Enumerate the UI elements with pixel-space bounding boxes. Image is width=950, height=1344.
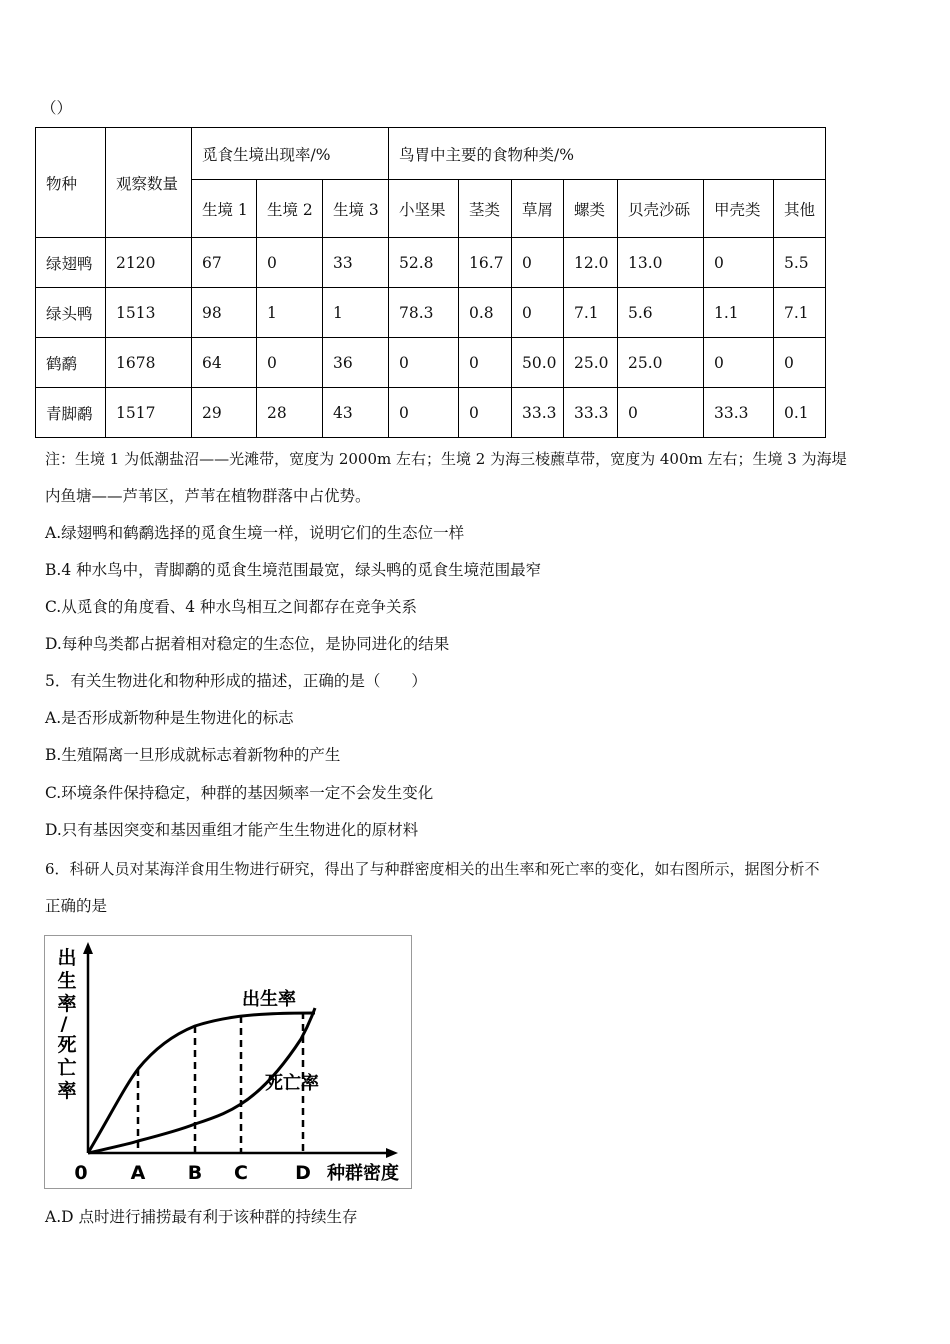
y-label-char: 率: [57, 1080, 77, 1102]
y-axis-arrow: [83, 942, 93, 954]
table-cell: 0: [512, 238, 564, 288]
table-cell: 43: [323, 388, 389, 438]
table-cell: 7.1: [774, 288, 826, 338]
top-paren: （）: [41, 99, 73, 117]
x-axis-label: 种群密度: [327, 1163, 399, 1184]
table-cell: 1517: [106, 388, 192, 438]
table-cell: 33.3: [512, 388, 564, 438]
subheader: 草屑: [512, 180, 564, 238]
bird-data-table: [35, 127, 826, 438]
table-cell: 0: [389, 338, 459, 388]
table-cell: 2120: [106, 238, 192, 288]
table-cell: 青脚鹬: [36, 388, 106, 438]
table-cell: 0.1: [774, 388, 826, 438]
q5-option-d: D.只有基因突变和基因重组才能产生生物进化的原材料: [45, 821, 419, 839]
subheader: 生境 3: [323, 180, 389, 238]
subheader: 其他: [774, 180, 826, 238]
table-cell: 1: [257, 288, 323, 338]
table-cell: 78.3: [389, 288, 459, 338]
table-cell: 0: [618, 388, 704, 438]
table-row: [36, 338, 826, 388]
table-cell: 29: [192, 388, 257, 438]
table-cell: 0: [459, 338, 512, 388]
q6-stem-continued: 正确的是: [45, 897, 108, 915]
table-cell: 绿翅鸭: [36, 238, 106, 288]
q4-option-d: D.每种鸟类都占据着相对稳定的生态位，是协同进化的结果: [45, 635, 450, 653]
birth-death-rate-diagram: [45, 936, 411, 1188]
table-note-line: 注：生境 1 为低潮盐沼——光滩带，宽度为 2000m 左右；生境 2 为海三棱藨草带，宽度为 400m 左右；生境 3 为海堤: [45, 450, 847, 468]
subheader: 生境 2: [257, 180, 323, 238]
x-tick-a: A: [130, 1162, 146, 1184]
table-note-line: 内鱼塘——芦苇区，芦苇在植物群落中占优势。: [45, 487, 371, 505]
y-label-char: 亡: [57, 1057, 77, 1079]
q5-option-c: C.环境条件保持稳定，种群的基因频率一定不会发生变化: [45, 784, 434, 802]
table-cell: 0: [389, 388, 459, 438]
x-axis-arrow: [386, 1148, 398, 1158]
y-label-char: 率: [57, 993, 77, 1015]
header-habitat-group: 觅食生境出现率/%: [192, 128, 389, 180]
q4-option-a: A.绿翅鸭和鹤鹬选择的觅食生境一样，说明它们的生态位一样: [45, 524, 465, 542]
table-cell: 0: [704, 338, 774, 388]
table-cell: 28: [257, 388, 323, 438]
y-label-char: 死: [57, 1034, 77, 1056]
q5-option-b: B.生殖隔离一旦形成就标志着新物种的产生: [45, 746, 341, 764]
x-tick-d: D: [295, 1162, 311, 1184]
table-row: [36, 288, 826, 338]
origin-label: 0: [74, 1162, 88, 1184]
header-food-group: 鸟胃中主要的食物种类/%: [389, 128, 826, 180]
subheader: 螺类: [564, 180, 618, 238]
table-cell: 0: [257, 338, 323, 388]
q5-option-a: A.是否形成新物种是生物进化的标志: [45, 709, 294, 727]
y-label-char: 出: [57, 947, 77, 969]
table-cell: 0.8: [459, 288, 512, 338]
y-label-char: 生: [57, 970, 77, 992]
table-row: [36, 238, 826, 288]
q6-option-a: A.D 点时进行捕捞最有利于该种群的持续生存: [45, 1208, 358, 1226]
table-cell: 1678: [106, 338, 192, 388]
table-cell: 5.6: [618, 288, 704, 338]
table-cell: 0: [704, 238, 774, 288]
subheader: 小坚果: [389, 180, 459, 238]
x-tick-b: B: [187, 1162, 203, 1184]
q5-stem: 5．有关生物进化和物种形成的描述，正确的是（ ）: [45, 672, 427, 690]
table-cell: 0: [257, 238, 323, 288]
table-cell: 鹤鹬: [36, 338, 106, 388]
table-cell: 0: [512, 288, 564, 338]
table-cell: 36: [323, 338, 389, 388]
table-cell: 67: [192, 238, 257, 288]
y-label-char: /: [60, 1013, 68, 1035]
table-cell: 1.1: [704, 288, 774, 338]
subheader: 贝壳沙砾: [618, 180, 704, 238]
table-cell: 98: [192, 288, 257, 338]
table-cell: 12.0: [564, 238, 618, 288]
table-cell: 13.0: [618, 238, 704, 288]
death-rate-label: 死亡率: [265, 1073, 319, 1094]
header-species: 物种: [36, 128, 106, 238]
q4-option-c: C.从觅食的角度看、4 种水鸟相互之间都存在竞争关系: [45, 598, 418, 616]
table-cell: 16.7: [459, 238, 512, 288]
x-tick-c: C: [234, 1162, 248, 1184]
q4-option-b: B.4 种水鸟中，青脚鹬的觅食生境范围最宽，绿头鸭的觅食生境范围最窄: [45, 561, 542, 579]
table-cell: 1: [323, 288, 389, 338]
table-cell: 52.8: [389, 238, 459, 288]
table-cell: 33.3: [564, 388, 618, 438]
subheader: 甲壳类: [704, 180, 774, 238]
table-cell: 7.1: [564, 288, 618, 338]
table-cell: 0: [459, 388, 512, 438]
table-cell: 绿头鸭: [36, 288, 106, 338]
table-cell: 5.5: [774, 238, 826, 288]
table-row: [36, 388, 826, 438]
q6-stem: 6．科研人员对某海洋食用生物进行研究，得出了与种群密度相关的出生率和死亡率的变化，如右图所示，据图分析不: [45, 860, 820, 878]
population-density-figure: [44, 935, 412, 1189]
table-cell: 50.0: [512, 338, 564, 388]
birth-rate-label: 出生率: [242, 989, 296, 1010]
header-count: 观察数量: [106, 128, 192, 238]
subheader: 生境 1: [192, 180, 257, 238]
subheader: 茎类: [459, 180, 512, 238]
table-cell: 33: [323, 238, 389, 288]
table-cell: 0: [774, 338, 826, 388]
table-cell: 1513: [106, 288, 192, 338]
table-cell: 33.3: [704, 388, 774, 438]
table-cell: 25.0: [618, 338, 704, 388]
table-cell: 25.0: [564, 338, 618, 388]
table-cell: 64: [192, 338, 257, 388]
